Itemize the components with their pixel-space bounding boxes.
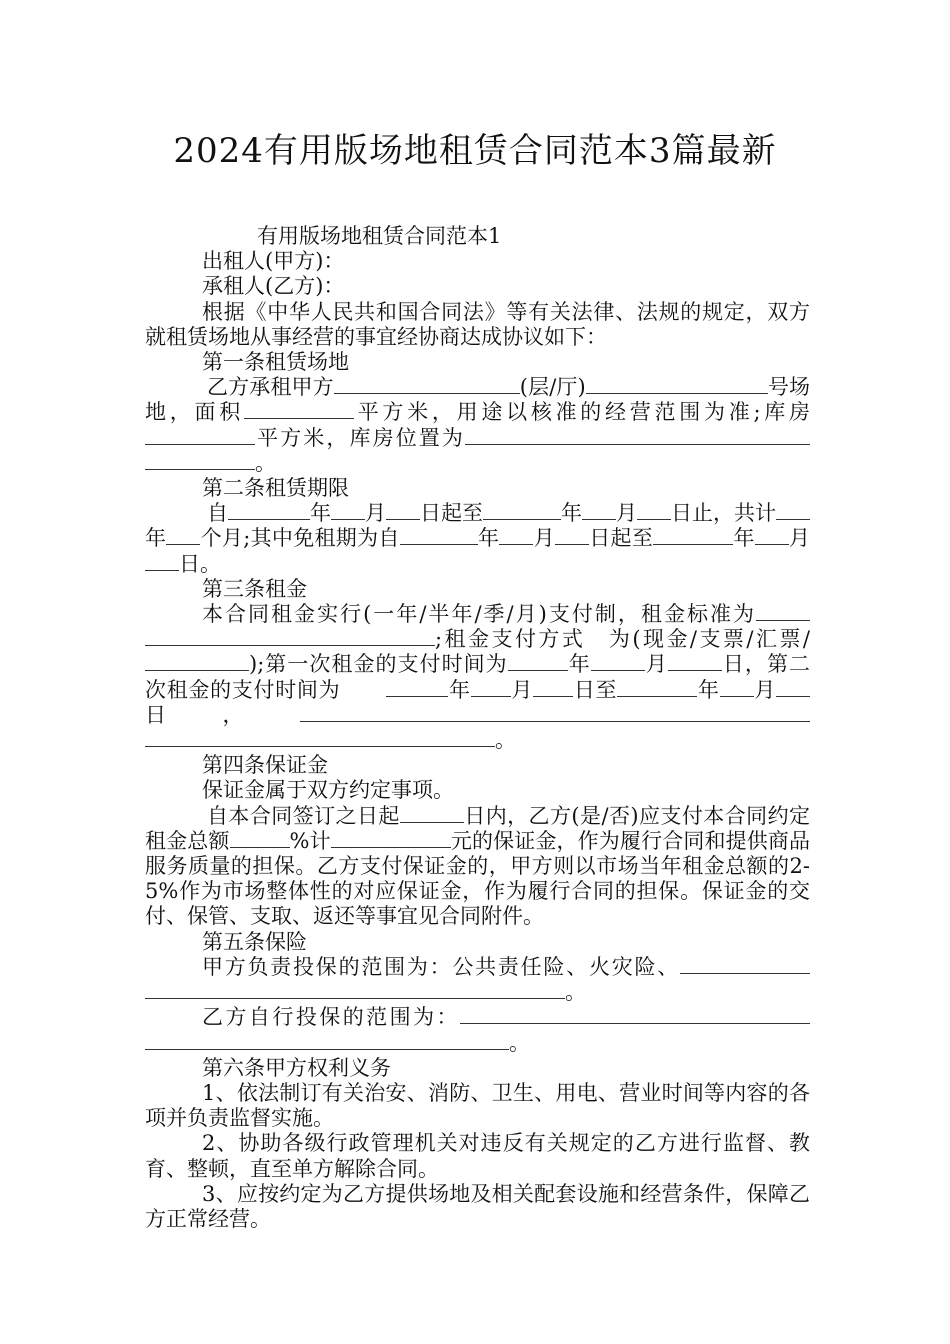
blank-field — [756, 602, 810, 621]
blank-field — [244, 400, 354, 419]
article-3-text: 日至 — [573, 677, 618, 702]
blank-field — [483, 501, 561, 520]
article-1-heading: 第一条租赁场地 — [202, 350, 349, 375]
blank-field — [508, 652, 568, 671]
blank-field — [582, 501, 616, 520]
document-body — [145, 224, 810, 1232]
blank-field — [145, 1031, 509, 1050]
article-2-text: 年 — [733, 526, 755, 551]
article-1-text: 平方米，用途以核准的经营范围为准;库房 — [353, 400, 811, 425]
blank-field — [386, 501, 420, 520]
blank-field — [591, 652, 645, 671]
blank-field — [145, 728, 495, 747]
article-1-text: (层/厅) — [519, 375, 586, 400]
article-2-text: 月 — [365, 501, 386, 526]
article-3-text: 日， — [721, 652, 767, 677]
article-6-item-2: 2、协助各级行政管理机关对违反有关规定的乙方进行监督、教育、整顿，直至单方解除合同。 — [145, 1131, 810, 1181]
article-3-text: 年 — [697, 677, 720, 702]
lessor-line: 出租人(甲方)： — [202, 249, 345, 274]
blank-field — [617, 678, 697, 697]
article-2-text: 个月;其中免租期为自 — [200, 526, 400, 551]
article-4-paragraph-1: 保证金属于双方约定事项。 — [202, 778, 454, 803]
article-2-text: 月 — [788, 526, 811, 551]
blank-field — [637, 501, 671, 520]
article-5-heading: 第五条保险 — [202, 929, 307, 954]
article-3-text: 日， — [145, 702, 300, 727]
article-1-text: 平方米，库房位置为 — [255, 425, 465, 450]
blank-field — [465, 426, 810, 445]
blank-field — [228, 501, 310, 520]
blank-field — [776, 678, 810, 697]
article-2-text: 年 — [561, 501, 582, 526]
article-4-text: 元的保证金，作为履行合同和提供商品服务质量的担保。乙方支付保证金的，甲方则以市场当年租金总额的2-5%作为市场整体性的对应保证金，作为履行合同的担保。保证金的交付、保管、支取、返还等事宜见合同附件。 — [145, 828, 810, 929]
blank-field — [680, 955, 810, 974]
article-2-text: 日起至 — [588, 526, 654, 551]
blank-field — [166, 526, 200, 545]
article-6-item-3: 3、应按约定为乙方提供场地及相关配套设施和经营条件，保障乙方正常经营。 — [145, 1181, 810, 1231]
blank-field — [499, 526, 533, 545]
article-2-paragraph — [145, 501, 810, 577]
blank-field — [331, 829, 451, 848]
blank-field — [720, 678, 754, 697]
article-2-text: 月 — [616, 501, 637, 526]
blank-field — [300, 703, 810, 722]
blank-field — [555, 526, 589, 545]
article-2-text: 日止， — [671, 501, 734, 526]
article-3-text: 本合同租金实行(一年/半年/季/月)支付制，租金标准为 — [202, 602, 756, 627]
blank-field — [776, 501, 810, 520]
article-4-text: 日内，乙方(是/否)应支付本合同约定租金总额 — [145, 803, 810, 853]
article-3-text: ;租金支付方式 为(现金/支票/汇票/ — [435, 627, 810, 652]
article-2-heading: 第二条租赁期限 — [202, 476, 349, 501]
blank-field — [471, 678, 511, 697]
blank-field — [334, 375, 520, 394]
article-5-paragraph-1 — [145, 955, 810, 1005]
lessee-line: 承租人(乙方)： — [202, 274, 345, 299]
article-5-text: 甲方负责投保的范围为：公共责任险、火灾险、 — [202, 954, 680, 979]
article-3-text: 年 — [567, 652, 591, 677]
article-1-text: 乙方承租甲方 — [207, 375, 334, 400]
article-4-heading: 第四条保证金 — [202, 753, 328, 778]
article-3-text: 年 — [448, 677, 471, 702]
article-5-paragraph-2 — [145, 1005, 810, 1055]
article-1-text: 。 — [255, 450, 276, 475]
article-2-text: 年 — [477, 526, 500, 551]
article-4-paragraph-2 — [145, 804, 810, 930]
article-2-text: 日。 — [179, 551, 221, 576]
blank-field — [586, 375, 768, 394]
section-subtitle: 有用版场地租赁合同范本1 — [257, 224, 502, 248]
article-3-text: 月 — [753, 677, 777, 702]
article-3-heading: 第三条租金 — [202, 576, 307, 601]
blank-field — [668, 652, 722, 671]
article-3-text: 月 — [644, 652, 668, 677]
article-3-paragraph — [145, 602, 810, 753]
article-3-text: );第一次租金的支付时间为 — [249, 652, 508, 677]
article-4-text: 自本合同签订之日起 — [207, 803, 400, 828]
article-6-item-1: 1、依法制订有关治安、消防、卫生、用电、营业时间等内容的各项并负责监督实施。 — [145, 1080, 810, 1131]
blank-field — [653, 526, 733, 545]
blank-field — [230, 829, 290, 848]
blank-field — [533, 678, 573, 697]
blank-field — [400, 804, 464, 823]
article-2-text: 年 — [310, 501, 331, 526]
intro-paragraph: 根据《中华人民共和国合同法》等有关法律、法规的规定，双方就租赁场地从事经营的事宜经协商达成协议如下： — [145, 299, 810, 349]
article-2-text: 月 — [533, 526, 555, 551]
blank-field — [331, 501, 365, 520]
article-4-text: %计 — [289, 828, 331, 853]
article-3-text: 月 — [510, 677, 534, 702]
article-5-text: 。 — [509, 1030, 530, 1055]
article-3-text: 。 — [495, 728, 516, 753]
article-2-text: 日起至 — [420, 501, 483, 526]
blank-field — [400, 526, 478, 545]
blank-field — [755, 526, 789, 545]
article-2-text: 年 — [145, 526, 167, 551]
article-5-text: 乙方自行投保的范围为： — [202, 1005, 460, 1030]
blank-field — [145, 552, 179, 571]
blank-field — [386, 678, 448, 697]
article-2-text: 自 — [207, 501, 228, 526]
article-3-text: 第二次租金的支付时间为 — [145, 652, 811, 702]
blank-field — [145, 451, 255, 470]
blank-field — [145, 652, 249, 671]
blank-field — [145, 980, 565, 999]
article-1-text: 号场地，面积 — [145, 375, 811, 425]
blank-field — [460, 1005, 810, 1024]
document-title: 2024有用版场地租赁合同范本3篇最新 — [173, 131, 777, 171]
blank-field — [145, 426, 255, 445]
article-5-text: 。 — [565, 980, 586, 1005]
blank-field — [145, 627, 435, 646]
article-1-paragraph-1 — [145, 375, 810, 476]
article-6-heading: 第六条甲方权利义务 — [202, 1055, 391, 1080]
article-2-text: 共计 — [734, 501, 776, 526]
